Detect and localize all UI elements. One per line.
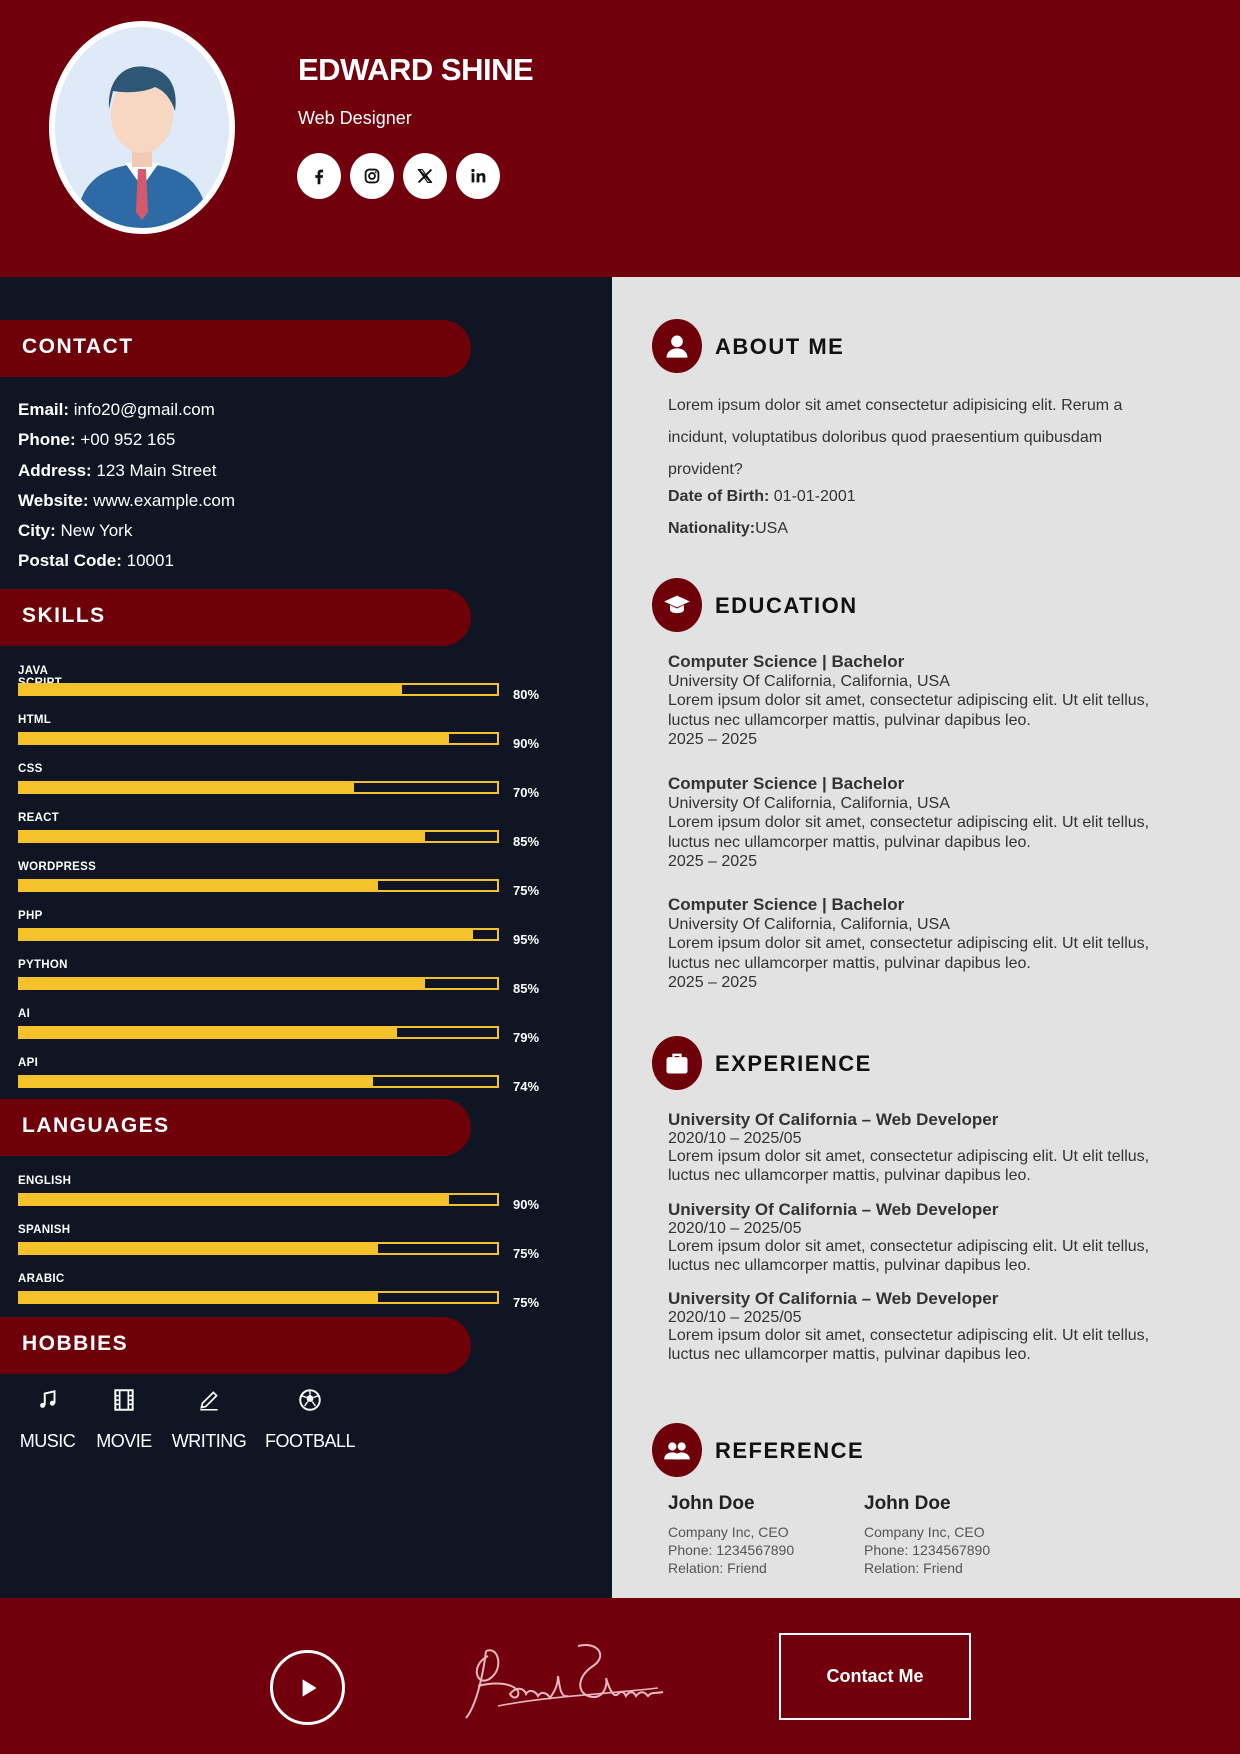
contact-item: Postal Code: 10001: [18, 551, 174, 571]
bar-percent: 95%: [513, 932, 540, 947]
education-desc: Lorem ipsum dolor sit amet, consectetur adipiscing elit. Ut elit tellus, luctus nec ullamcorper mattis, pulvinar dapibus leo.: [668, 814, 1150, 851]
contact-list: [18, 395, 235, 577]
graduation-cap-icon: [652, 578, 702, 632]
education-school: University Of California, California, USA: [668, 915, 950, 933]
instagram-link[interactable]: [350, 153, 394, 199]
play-icon: [295, 1675, 321, 1701]
bar-label: ENGLISH: [18, 1175, 72, 1187]
experience-item: [668, 1201, 1188, 1275]
bar-track: [18, 1193, 499, 1206]
bar-fill: [20, 881, 378, 890]
bar-fill: [20, 979, 425, 988]
hobby-movie: MOVIE: [97, 1387, 151, 1452]
experience-desc: Lorem ipsum dolor sit amet, consectetur adipiscing elit. Ut elit tellus, luctus nec ullamcorper mattis, pulvinar dapibus leo.: [668, 1238, 1150, 1274]
bar-label: HTML: [18, 714, 52, 726]
person-role: Web Designer: [298, 108, 412, 128]
education-degree: Computer Science | Bachelor: [668, 652, 905, 671]
football-icon: [297, 1387, 323, 1413]
bar-label: SPANISH: [18, 1224, 71, 1236]
right-column: ABOUT ME Lorem ipsum dolor sit amet consectetur adipisicing elit. Rerum a incidunt, voluptatibus doloribus quod praesentium quibusdam provident? Date of Birth: 01-01-2001 Nationality:USA EDUCATION Computer Science | Bachelor University Of California, California, USA Lorem ipsum dolor sit amet, consectetur adipiscing elit. Ut elit tellus, luctus nec ullamcorper mattis, pulvinar dapibus leo. 2025 – 2025 Computer Science | Bachelor University Of California, California, USA Lorem ipsum dolor sit amet, consectetur adipiscing elit. Ut elit tellus, luctus nec ullamcorper mattis, pulvinar dapibus leo. 2025 – 2025 Computer Science | Bachelor University Of California, California, USA Lorem ipsum dolor sit amet, consectetur adipiscing elit. Ut elit tellus, luctus nec ullamcorper mattis, pulvinar dapibus leo. 2025 – 2025 EXPERIENCE University Of California – Web Developer 2020/10 – 2025/05 Lorem ipsum dolor sit amet, consectetur adipiscing elit. Ut elit tellus, luctus nec ullamcorper mattis, pulvinar dapibus leo. University Of California – Web Developer 2020/10 – 2025/05 Lorem ipsum dolor sit amet, consectetur adipiscing elit. Ut elit tellus, luctus nec ullamcorper mattis, pulvinar dapibus leo. University Of California – Web Developer 2020/10 – 2025/05 Lorem ipsum dolor sit amet, consectetur adipiscing elit. Ut elit tellus, luctus nec ullamcorper mattis, pulvinar dapibus leo. REFERENCE John Doe Company Inc, CEO Phone: 1234567890 Relation: Friend John Doe Company Inc, CEO Phone: 1234567890 Relation: Friend: [612, 277, 1240, 1598]
contact-item: Email: info20@gmail.com: [18, 400, 215, 419]
users-icon: [652, 1423, 702, 1477]
linkedin-icon: [467, 165, 489, 187]
bar-track: [18, 1291, 499, 1304]
user-icon: [652, 319, 702, 373]
bar-track: [18, 977, 499, 990]
pencil-icon: [196, 1387, 222, 1413]
hobbies-list: [20, 1387, 375, 1452]
contact-item: Address: 123 Main Street: [18, 460, 217, 480]
education-years: 2025 – 2025: [668, 731, 757, 748]
experience-title: University Of California – Web Developer: [668, 1200, 999, 1219]
signature: [458, 1636, 668, 1726]
experience-item: [668, 1111, 1188, 1185]
bar-fill: [20, 1077, 373, 1086]
reference-card: John Doe Company Inc, CEO Phone: 1234567890 Relation: Friend: [864, 1493, 991, 1576]
briefcase-icon: [652, 1036, 702, 1090]
social-links: [297, 153, 500, 199]
person-name: EDWARD SHINE: [298, 52, 534, 87]
x-icon: [414, 165, 436, 187]
header: [0, 0, 1240, 277]
contact-heading: CONTACT: [0, 320, 471, 377]
bar-percent: 79%: [513, 1030, 540, 1045]
contact-me-button[interactable]: Contact Me: [779, 1633, 971, 1720]
bar-percent: 74%: [513, 1079, 540, 1094]
education-desc: Lorem ipsum dolor sit amet, consectetur adipiscing elit. Ut elit tellus, luctus nec ullamcorper mattis, pulvinar dapibus leo.: [668, 935, 1150, 972]
bar-fill: [20, 734, 449, 743]
experience-desc: Lorem ipsum dolor sit amet, consectetur adipiscing elit. Ut elit tellus, luctus nec ullamcorper mattis, pulvinar dapibus leo.: [668, 1327, 1150, 1363]
contact-item: Website: www.example.com: [18, 490, 235, 510]
education-item: [668, 774, 1188, 872]
bar-track: [18, 1242, 499, 1255]
bar-percent: 75%: [513, 1246, 540, 1261]
bar-track: [18, 1075, 499, 1088]
nationality: Nationality:USA: [668, 520, 789, 537]
bar-track: [18, 928, 499, 941]
bar-label: API: [18, 1057, 39, 1069]
bar-percent: 75%: [513, 1295, 540, 1310]
bar-fill: [20, 1293, 378, 1302]
education-school: University Of California, California, USA: [668, 794, 950, 812]
bar-percent: 85%: [513, 834, 540, 849]
experience-title: University Of California – Web Developer: [668, 1289, 999, 1308]
linkedin-link[interactable]: [456, 153, 500, 199]
bar-percent: 70%: [513, 785, 540, 800]
bar-fill: [20, 685, 402, 694]
hobbies-heading: HOBBIES: [0, 1317, 471, 1374]
experience-desc: Lorem ipsum dolor sit amet, consectetur adipiscing elit. Ut elit tellus, luctus nec ullamcorper mattis, pulvinar dapibus leo.: [668, 1148, 1150, 1184]
instagram-icon: [361, 165, 383, 187]
bar-percent: 90%: [513, 736, 540, 751]
reference-card: John Doe Company Inc, CEO Phone: 1234567890 Relation: Friend: [668, 1493, 795, 1576]
about-text: Lorem ipsum dolor sit amet consectetur adipisicing elit. Rerum a incidunt, voluptatibus doloribus quod praesentium quibusdam provident?: [668, 397, 1123, 478]
experience-dates: 2020/10 – 2025/05: [668, 1219, 802, 1237]
avatar: [49, 21, 235, 234]
music-note-icon: [35, 1387, 61, 1413]
bar-percent: 85%: [513, 981, 540, 996]
bar-label: CSS: [18, 763, 43, 775]
bar-fill: [20, 783, 354, 792]
x-link[interactable]: [403, 153, 447, 199]
education-degree: Computer Science | Bachelor: [668, 774, 905, 793]
education-years: 2025 – 2025: [668, 853, 757, 870]
bar-track: [18, 830, 499, 843]
avatar-illustration-icon: [55, 27, 229, 228]
bar-fill: [20, 1195, 449, 1204]
bar-label: JAVA: [18, 665, 48, 677]
experience-dates: 2020/10 – 2025/05: [668, 1129, 802, 1147]
bar-track: [18, 781, 499, 794]
education-desc: Lorem ipsum dolor sit amet, consectetur adipiscing elit. Ut elit tellus, luctus nec ullamcorper mattis, pulvinar dapibus leo.: [668, 692, 1150, 729]
bar-fill: [20, 832, 425, 841]
education-item: [668, 895, 1188, 993]
bar-label: AI: [18, 1008, 31, 1020]
bar-label: REACT: [18, 812, 60, 824]
experience-item: [668, 1290, 1188, 1364]
skills-heading: SKILLS: [0, 589, 471, 646]
education-school: University Of California, California, USA: [668, 672, 950, 690]
bar-fill: [20, 1028, 397, 1037]
hobby-football: FOOTBALL: [267, 1387, 353, 1452]
languages-heading: LANGUAGES: [0, 1099, 471, 1156]
bar-percent: 75%: [513, 883, 540, 898]
play-button[interactable]: [270, 1650, 345, 1725]
bar-label: PYTHON: [18, 959, 68, 971]
bar-fill: [20, 930, 473, 939]
experience-dates: 2020/10 – 2025/05: [668, 1308, 802, 1326]
hobby-writing: WRITING: [173, 1387, 245, 1452]
contact-item: Phone: +00 952 165: [18, 430, 176, 450]
bar-label: WORDPRESS: [18, 861, 97, 873]
education-degree: Computer Science | Bachelor: [668, 895, 905, 914]
bar-track: [18, 1026, 499, 1039]
contact-item: City: New York: [18, 521, 133, 541]
bar-track: [18, 879, 499, 892]
education-years: 2025 – 2025: [668, 974, 757, 991]
bar-label: PHP: [18, 910, 43, 922]
facebook-link[interactable]: [297, 153, 341, 199]
bar-percent: 80%: [513, 687, 540, 702]
bar-track: [18, 732, 499, 745]
hobby-music: MUSIC: [20, 1387, 75, 1452]
bar-label: ARABIC: [18, 1273, 65, 1285]
left-column: [0, 277, 612, 1598]
facebook-icon: [308, 165, 330, 187]
bar-percent: 90%: [513, 1197, 540, 1212]
experience-title: University Of California – Web Developer: [668, 1110, 999, 1129]
date-of-birth: Date of Birth: 01-01-2001: [668, 488, 856, 505]
bar-track: [18, 683, 499, 696]
film-icon: [111, 1387, 137, 1413]
education-item: [668, 652, 1188, 750]
bar-fill: [20, 1244, 378, 1253]
footer: [0, 1598, 1240, 1754]
